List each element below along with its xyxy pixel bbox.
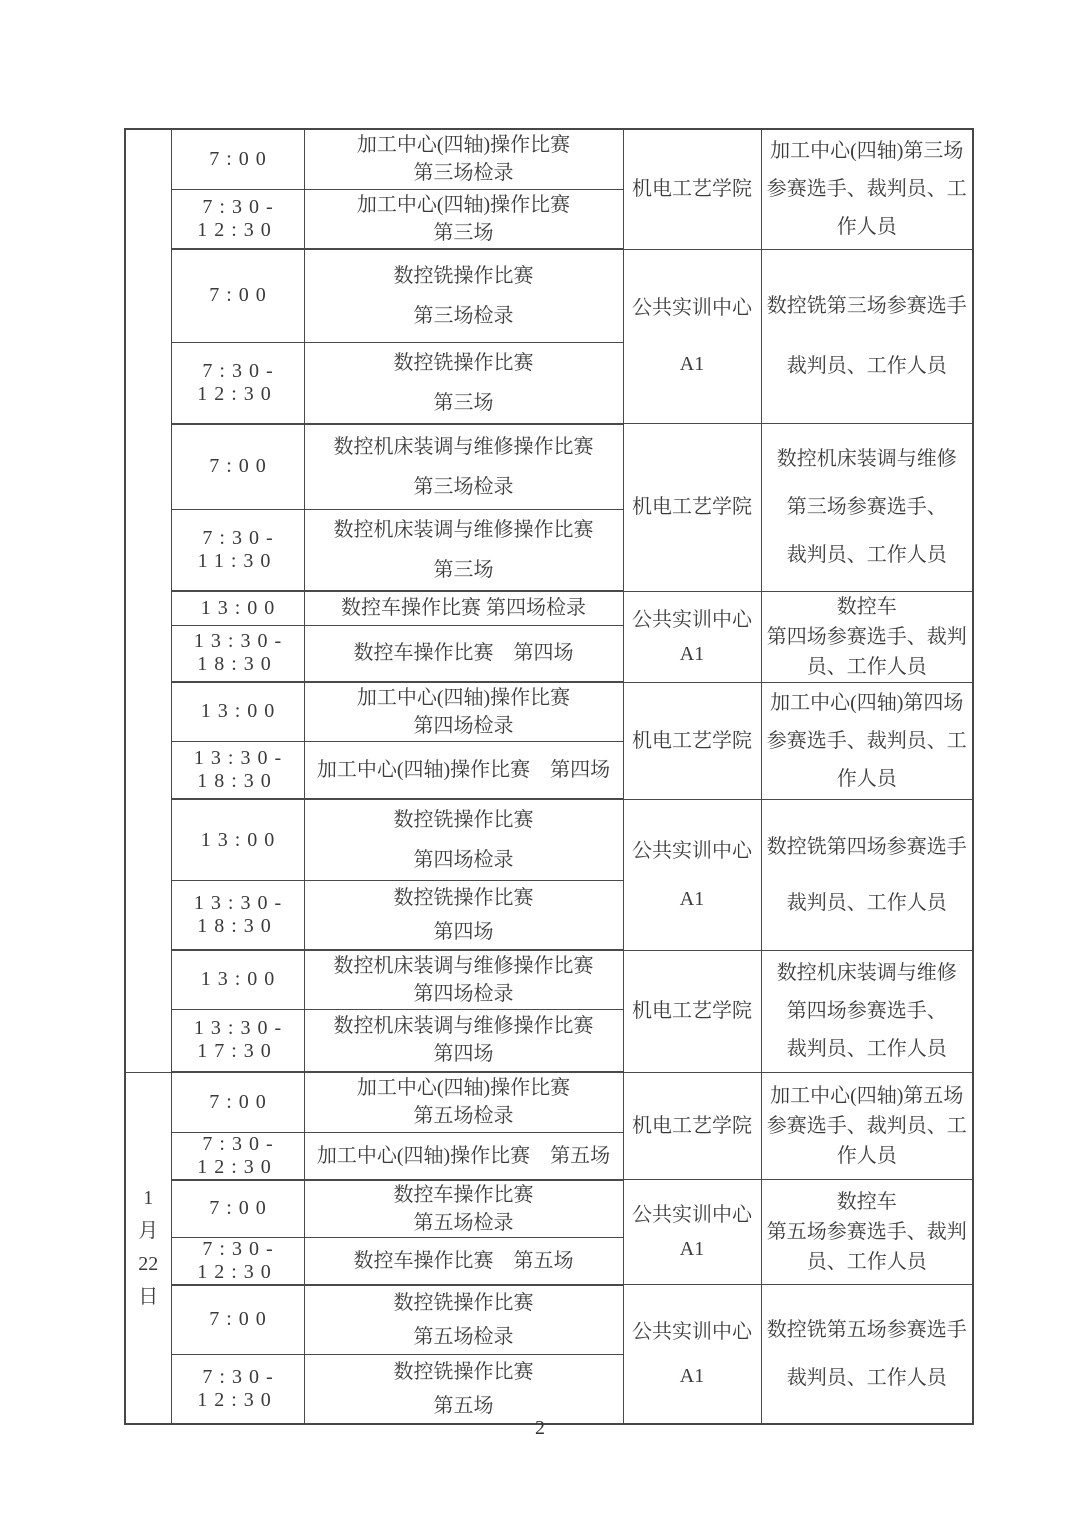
location-cell: 机电工艺学院 [623,950,761,1072]
event-cell: 加工中心(四轴)操作比赛 第四场 [304,741,623,799]
event-cell: 加工中心(四轴)操作比赛 第四场检录 [304,682,623,741]
time-cell: 7:30-12:30 [171,189,304,249]
participants-cell: 加工中心(四轴)第三场 参赛选手、裁判员、工 作人员 [761,129,973,249]
event-cell: 数控机床装调与维修操作比赛 第四场 [304,1009,623,1072]
event-cell: 数控机床装调与维修操作比赛 第四场检录 [304,950,623,1009]
location-cell: 机电工艺学院 [623,129,761,249]
event-cell: 数控铣操作比赛 第五场 [304,1354,623,1424]
location-cell: 公共实训中心 A1 [623,1285,761,1424]
time-cell: 13:00 [171,799,304,881]
time-cell: 13:00 [171,591,304,625]
event-cell: 加工中心(四轴)操作比赛 第五场 [304,1132,623,1180]
time-cell: 13:30-17:30 [171,1009,304,1072]
time-cell: 7:00 [171,424,304,510]
participants-cell: 数控机床装调与维修 第四场参赛选手、 裁判员、工作人员 [761,950,973,1072]
table-row [125,591,973,625]
event-cell: 数控铣操作比赛 第四场检录 [304,799,623,881]
time-cell: 7:00 [171,129,304,189]
time-cell: 7:30-11:30 [171,510,304,592]
table-row [125,129,973,189]
time-cell: 7:00 [171,1180,304,1238]
table-row [125,249,973,342]
table-row [125,1180,973,1238]
date-cell: 1 月 22 日 [125,1072,171,1424]
table-row [125,1285,973,1355]
location-cell: 机电工艺学院 [623,424,761,592]
event-cell: 加工中心(四轴)操作比赛 第五场检录 [304,1072,623,1132]
time-cell: 7:30-12:30 [171,1132,304,1180]
participants-cell: 数控铣第三场参赛选手 裁判员、工作人员 [761,249,973,424]
time-cell: 7:00 [171,1285,304,1355]
time-cell: 13:00 [171,682,304,741]
event-cell: 数控铣操作比赛 第四场 [304,881,623,951]
time-cell: 13:30-18:30 [171,625,304,682]
participants-cell: 数控车 第四场参赛选手、裁判 员、工作人员 [761,591,973,682]
event-cell: 加工中心(四轴)操作比赛 第三场 [304,189,623,249]
location-cell: 机电工艺学院 [623,682,761,799]
time-cell: 13:30-18:30 [171,741,304,799]
schedule-table [124,128,974,1425]
participants-cell: 数控铣第五场参赛选手 裁判员、工作人员 [761,1285,973,1424]
event-cell: 数控机床装调与维修操作比赛 第三场检录 [304,424,623,510]
event-cell: 数控车操作比赛 第四场检录 [304,591,623,625]
event-cell: 加工中心(四轴)操作比赛 第三场检录 [304,129,623,189]
participants-cell: 加工中心(四轴)第四场 参赛选手、裁判员、工 作人员 [761,682,973,799]
location-cell: 公共实训中心 A1 [623,799,761,950]
participants-cell: 数控车 第五场参赛选手、裁判 员、工作人员 [761,1180,973,1285]
event-cell: 数控铣操作比赛 第三场检录 [304,249,623,342]
time-cell: 7:30-12:30 [171,1354,304,1424]
event-cell: 数控铣操作比赛 第三场 [304,342,623,424]
event-cell: 数控机床装调与维修操作比赛 第三场 [304,510,623,592]
time-cell: 7:30-12:30 [171,342,304,424]
table-row [125,424,973,510]
date-cell [125,129,171,1072]
location-cell: 公共实训中心 A1 [623,249,761,424]
location-cell: 机电工艺学院 [623,1072,761,1180]
event-cell: 数控铣操作比赛 第五场检录 [304,1285,623,1355]
time-cell: 7:00 [171,1072,304,1132]
time-cell: 13:00 [171,950,304,1009]
time-cell: 13:30-18:30 [171,881,304,951]
table-row [125,682,973,741]
event-cell: 数控车操作比赛 第四场 [304,625,623,682]
location-cell: 公共实训中心 A1 [623,591,761,682]
table-row [125,799,973,881]
location-cell: 公共实训中心 A1 [623,1180,761,1285]
participants-cell: 数控机床装调与维修 第三场参赛选手、 裁判员、工作人员 [761,424,973,592]
participants-cell: 加工中心(四轴)第五场 参赛选手、裁判员、工 作人员 [761,1072,973,1180]
time-cell: 7:00 [171,249,304,342]
event-cell: 数控车操作比赛 第五场 [304,1237,623,1285]
table-row [125,950,973,1009]
event-cell: 数控车操作比赛 第五场检录 [304,1180,623,1238]
table-row [125,1072,973,1132]
participants-cell: 数控铣第四场参赛选手 裁判员、工作人员 [761,799,973,950]
page-number: 2 [535,1417,545,1439]
time-cell: 7:30-12:30 [171,1237,304,1285]
